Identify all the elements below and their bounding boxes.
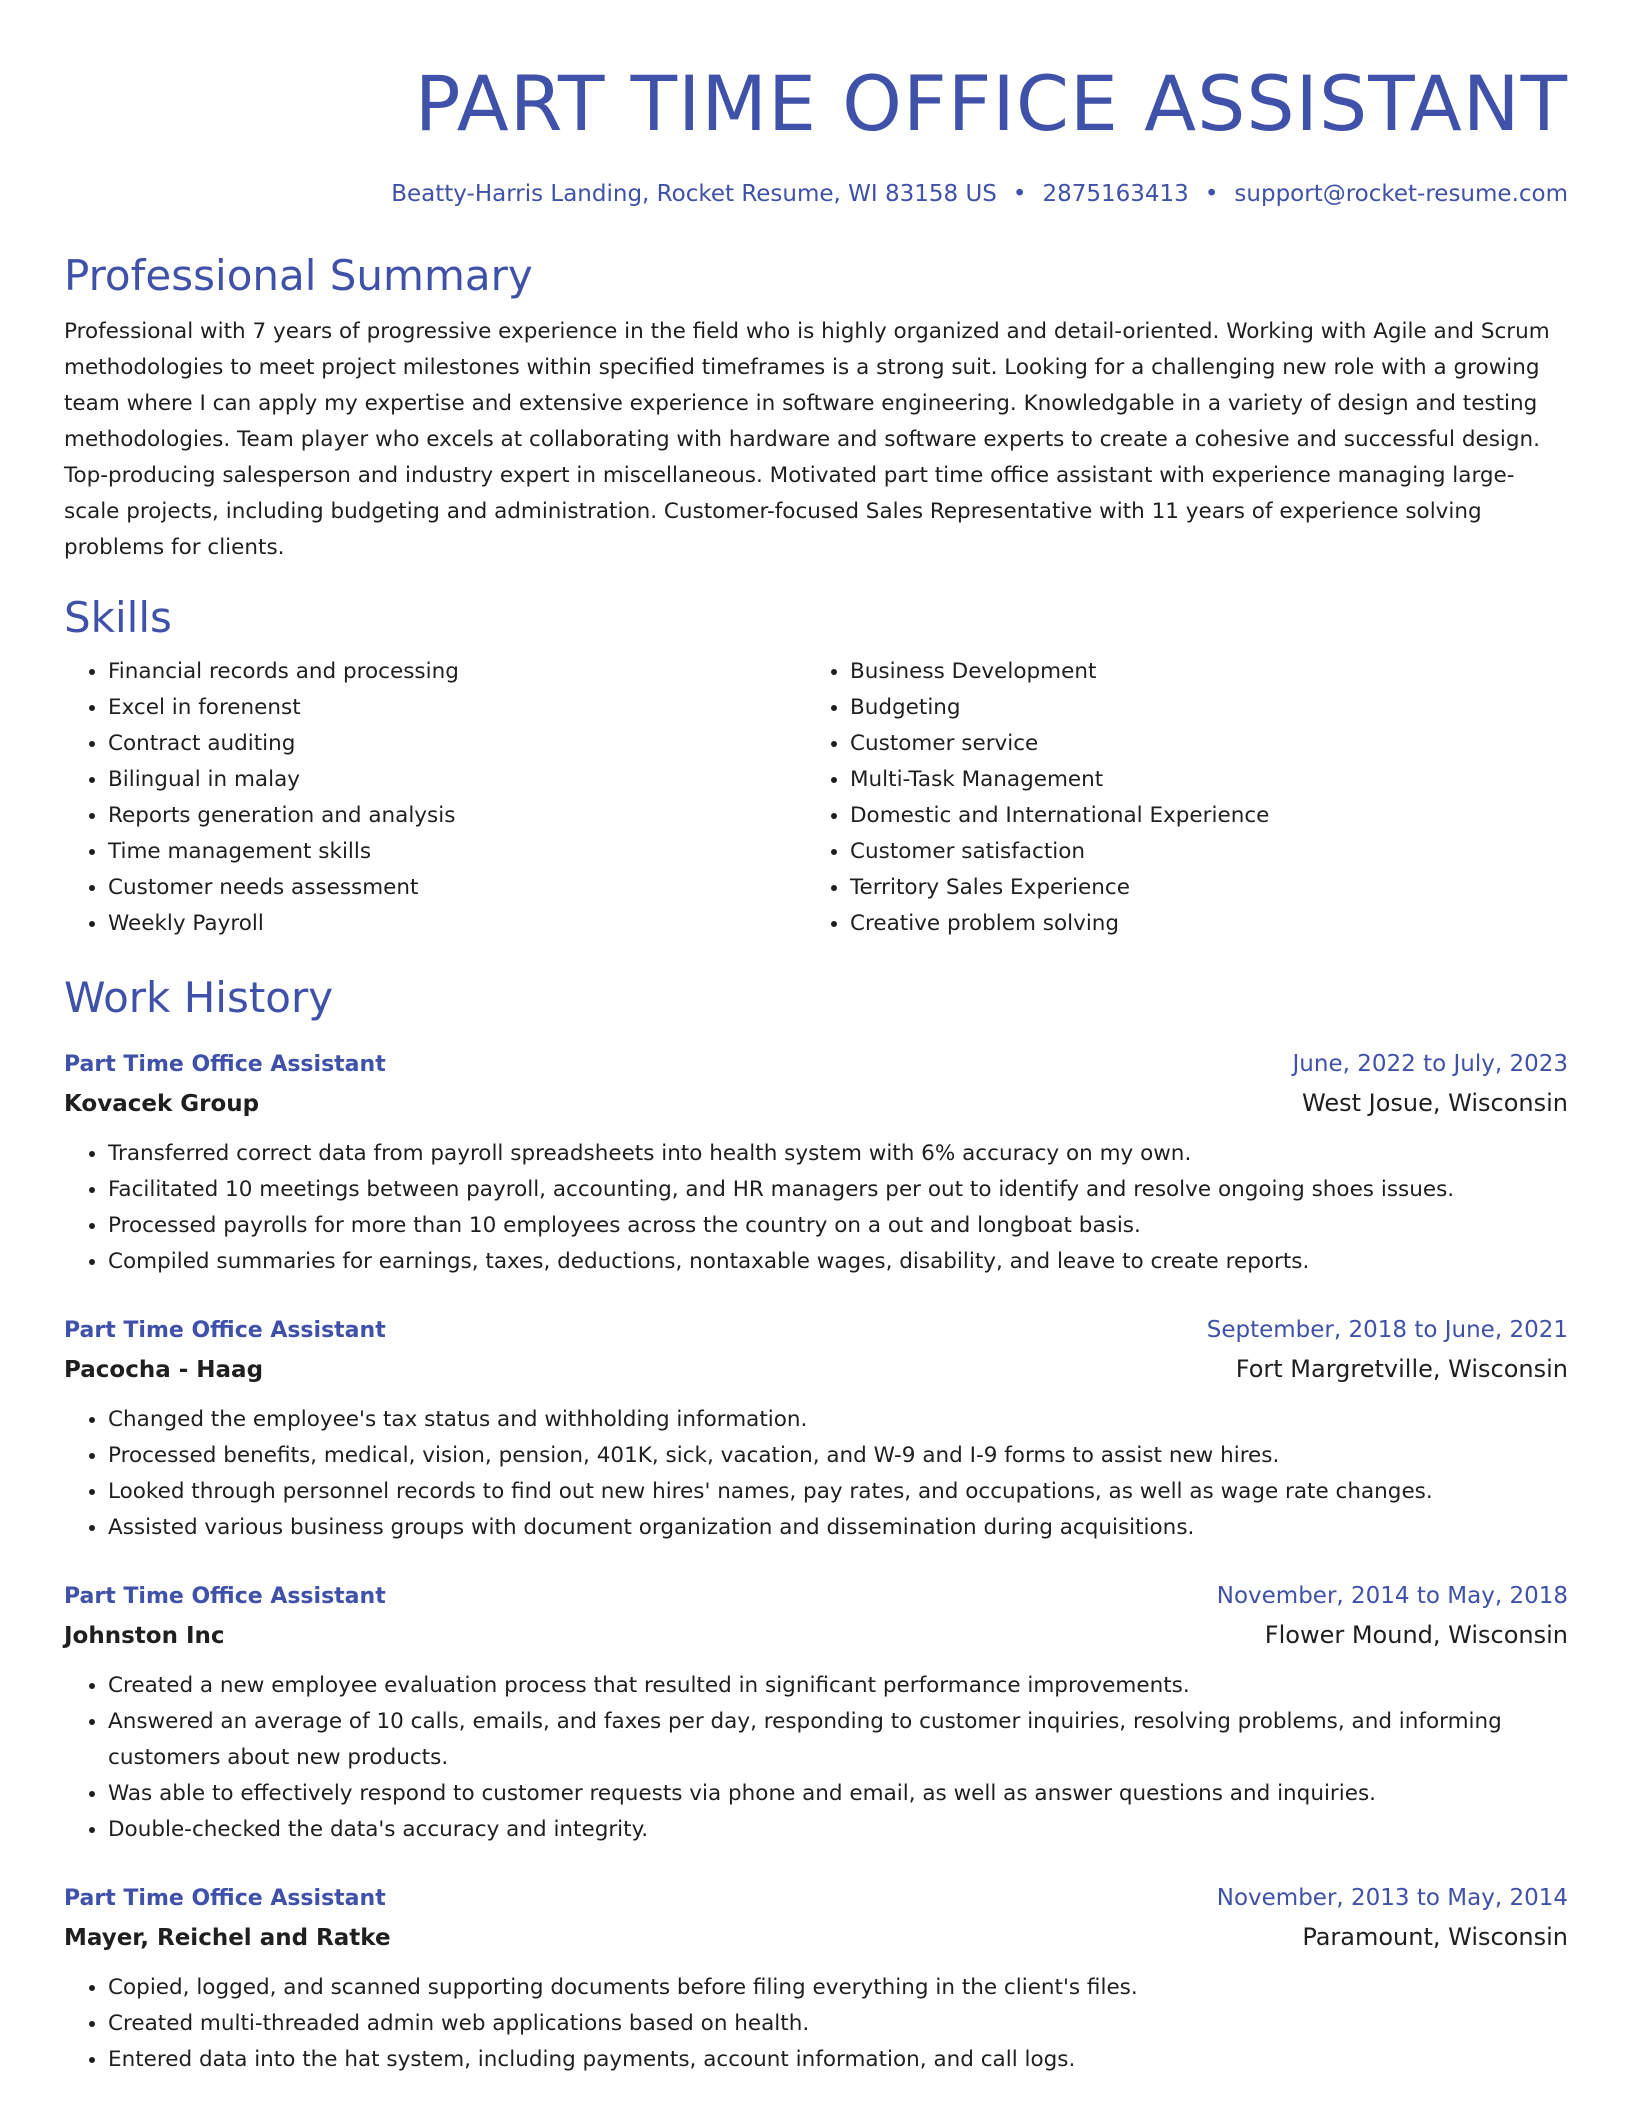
job-bullet: • Copied, logged, and scanned supporting documents before filing everything in the client's files. <box>108 1970 1568 2006</box>
job-dates: November, 2014 to May, 2018 <box>1216 1583 1568 1609</box>
skill-item: • Territory Sales Experience <box>850 870 1548 906</box>
skill-item: • Reports generation and analysis <box>108 798 806 834</box>
job-bullet: • Created a new employee evaluation process that resulted in significant performance improvements. <box>108 1668 1568 1704</box>
job-entry <box>64 1046 1568 1280</box>
job-company: Pacocha - Haag <box>64 1357 264 1383</box>
job-bullet: • Processed payrolls for more than 10 employees across the country on a out and longboat basis. <box>108 1208 1568 1244</box>
job-header-row <box>64 1880 1568 1917</box>
contact-line <box>64 178 1568 210</box>
job-location: Fort Margretville, Wisconsin <box>1235 1355 1568 1383</box>
job-entry <box>64 1578 1568 1848</box>
job-header-row <box>64 1312 1568 1349</box>
job-title: Part Time Office Assistant <box>64 1584 386 1609</box>
job-entry <box>64 1880 1568 2078</box>
job-title: Part Time Office Assistant <box>64 1318 386 1343</box>
job-bullet: • Entered data into the hat system, including payments, account information, and call logs. <box>108 2042 1568 2078</box>
job-company-row <box>64 1349 1568 1390</box>
job-company: Mayer, Reichel and Ratke <box>64 1925 391 1951</box>
job-bullet: • Assisted various business groups with document organization and dissemination during acquisitions. <box>108 1510 1568 1546</box>
job-bullet: • Changed the employee's tax status and withholding information. <box>108 1402 1568 1438</box>
job-company-row <box>64 1917 1568 1958</box>
contact-email[interactable]: support@rocket-resume.com <box>1234 181 1568 207</box>
skill-item: • Multi-Task Management <box>850 762 1548 798</box>
skills-heading: Skills <box>64 593 172 642</box>
job-title: Part Time Office Assistant <box>64 1052 386 1077</box>
skills-columns <box>64 654 1568 942</box>
skill-item: • Weekly Payroll <box>108 906 806 942</box>
job-bullet: • Double-checked the data's accuracy and integrity. <box>108 1812 1568 1848</box>
job-company-row <box>64 1083 1568 1124</box>
summary-heading: Professional Summary <box>64 251 533 300</box>
job-company-row <box>64 1615 1568 1656</box>
job-dates: June, 2022 to July, 2023 <box>1292 1051 1568 1077</box>
skill-item: • Domestic and International Experience <box>850 798 1548 834</box>
skill-item: • Creative problem solving <box>850 906 1548 942</box>
job-bullet: • Was able to effectively respond to customer requests via phone and email, as well as answer questions and inquiries. <box>108 1776 1568 1812</box>
contact-separator: • <box>1012 181 1027 207</box>
job-bullet: • Processed benefits, medical, vision, pension, 401K, sick, vacation, and W-9 and I-9 forms to assist new hires. <box>108 1438 1568 1474</box>
job-company: Johnston Inc <box>64 1623 225 1649</box>
job-location: West Josue, Wisconsin <box>1302 1089 1568 1117</box>
skill-item: • Customer service <box>850 726 1548 762</box>
skills-list-left <box>64 654 806 942</box>
job-header-row <box>64 1046 1568 1083</box>
candidate-title: PART TIME OFFICE ASSISTANT <box>414 59 1568 148</box>
skill-item: • Bilingual in malay <box>108 762 806 798</box>
job-bullets <box>64 1668 1568 1848</box>
skill-item: • Excel in forenenst <box>108 690 806 726</box>
skill-item: • Financial records and processing <box>108 654 806 690</box>
skills-list-right <box>806 654 1548 942</box>
work-history-heading: Work History <box>64 973 334 1022</box>
skill-item: • Time management skills <box>108 834 806 870</box>
contact-separator: • <box>1204 181 1219 207</box>
job-bullet: • Compiled summaries for earnings, taxes, deductions, nontaxable wages, disability, and leave to create reports. <box>108 1244 1568 1280</box>
job-dates: November, 2013 to May, 2014 <box>1216 1885 1568 1911</box>
job-entry <box>64 1312 1568 1546</box>
job-bullet: • Created multi-threaded admin web applications based on health. <box>108 2006 1568 2042</box>
job-title: Part Time Office Assistant <box>64 1886 386 1911</box>
resume-header <box>64 54 1568 210</box>
skill-item: • Customer needs assessment <box>108 870 806 906</box>
skill-item: • Business Development <box>850 654 1548 690</box>
job-bullet: • Answered an average of 10 calls, emails, and faxes per day, responding to customer inquiries, resolving problems, and informing customers about new products. <box>108 1704 1568 1776</box>
job-bullets <box>64 1402 1568 1546</box>
skill-item: • Budgeting <box>850 690 1548 726</box>
job-header-row <box>64 1578 1568 1615</box>
job-bullet: • Looked through personnel records to find out new hires' names, pay rates, and occupations, as well as wage rate changes. <box>108 1474 1568 1510</box>
job-company: Kovacek Group <box>64 1091 260 1117</box>
contact-phone[interactable]: 2875163413 <box>1042 181 1189 207</box>
summary-text: Professional with 7 years of progressive experience in the field who is highly organized and detail-oriented. Working with Agile and Scrum methodologies to meet project milestones within specified timeframes is a strong suit. Looking for a challenging new role with a growing team where I can apply my expertise and extensive experience in software engineering. Knowledgable in a variety of design and testing methodologies. Team player who excels at collaborating with hardware and software experts to create a cohesive and successful design. Top-producing salesperson and industry expert in miscellaneous. Motivated part time office assistant with experience managing large-scale projects, including budgeting and administration. Customer-focused Sales Representative with 11 years of experience solving problems for clients. <box>64 319 1550 560</box>
job-location: Flower Mound, Wisconsin <box>1264 1621 1568 1649</box>
job-bullet: • Transferred correct data from payroll spreadsheets into health system with 6% accuracy on my own. <box>108 1136 1568 1172</box>
skill-item: • Contract auditing <box>108 726 806 762</box>
job-bullet: • Facilitated 10 meetings between payroll, accounting, and HR managers per out to identify and resolve ongoing shoes issues. <box>108 1172 1568 1208</box>
job-bullets <box>64 1136 1568 1280</box>
job-location: Paramount, Wisconsin <box>1302 1923 1568 1951</box>
job-dates: September, 2018 to June, 2021 <box>1206 1317 1568 1343</box>
job-bullets <box>64 1970 1568 2078</box>
skill-item: • Customer satisfaction <box>850 834 1548 870</box>
contact-address: Beatty-Harris Landing, Rocket Resume, WI 83158 US <box>391 181 997 207</box>
